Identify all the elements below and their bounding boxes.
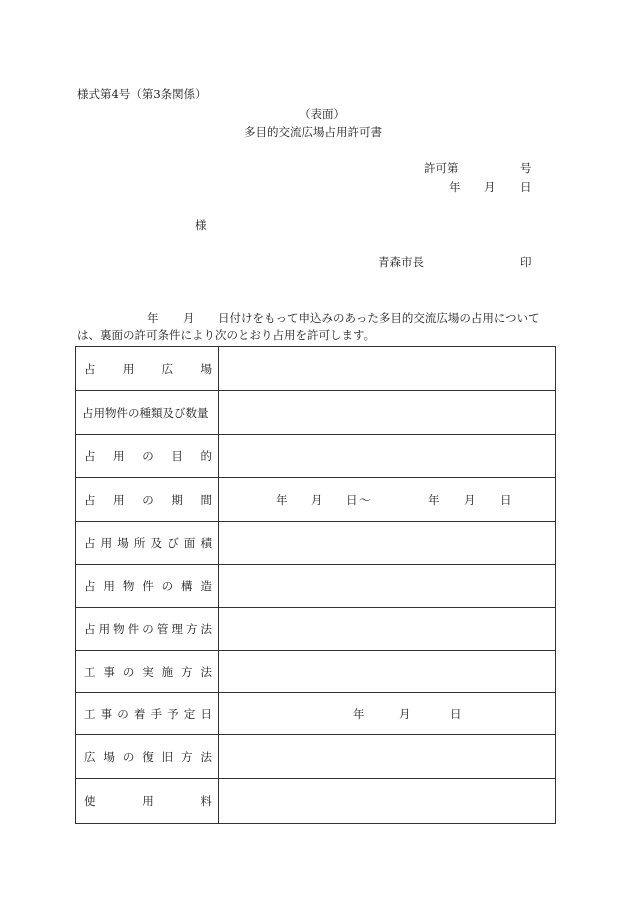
label-char: の (142, 449, 154, 463)
permit-date-day: 日 (520, 180, 532, 194)
label-char: 数 (185, 405, 197, 420)
label-char: 件 (142, 579, 154, 593)
row-value-management-method[interactable] (219, 608, 556, 651)
label-char: び (167, 536, 179, 550)
row-label-text (76, 621, 218, 637)
label-char: 定 (183, 706, 196, 721)
label-char: 用 (122, 361, 135, 376)
label-char: 管 (156, 622, 169, 636)
label-char: 事 (103, 664, 115, 679)
label-char: 物 (113, 622, 125, 636)
row-value-construction-start-date[interactable] (219, 693, 556, 735)
label-char: 予 (167, 706, 179, 721)
recipient-honorific: 様 (195, 218, 207, 232)
form-side-label: （表面） (299, 107, 345, 121)
label-char: 日 (200, 706, 212, 721)
period-start-year: 年 (276, 492, 288, 507)
label-char: 使 (84, 794, 96, 808)
row-value-period[interactable] (219, 478, 556, 522)
label-char: 量 (197, 405, 209, 420)
label-char: 用 (103, 579, 115, 593)
label-char: 占 (84, 449, 96, 463)
label-char: 類 (151, 405, 163, 420)
issuer-seal: 印 (520, 255, 532, 269)
label-char: の (122, 749, 135, 764)
label-char: 料 (200, 794, 212, 808)
period-tilde: ～ (359, 492, 371, 507)
body-line-1-tail: て (528, 311, 540, 325)
label-char: 所 (133, 536, 146, 550)
label-char: の (117, 706, 129, 721)
period-end-day: 日 (500, 492, 512, 507)
label-char: 構 (181, 579, 193, 593)
label-char: 用 (100, 536, 113, 550)
table-row (76, 608, 556, 651)
row-label-restoration-method (76, 735, 219, 779)
label-char: 方 (181, 749, 193, 764)
label-char: 理 (171, 622, 183, 636)
permit-details-table (75, 346, 556, 824)
row-value-structure[interactable] (219, 565, 556, 608)
label-char: 用 (113, 449, 125, 463)
label-char: 占 (84, 361, 96, 376)
form-number: 様式第4号（第3条関係） (77, 87, 207, 101)
label-char: 用 (93, 405, 105, 420)
body-line-1-text: 日付けをもって申込みのあった多目的交流広場の占用につい (218, 311, 529, 325)
label-char: 場 (103, 749, 115, 764)
label-char: 件 (116, 405, 128, 420)
row-label-text (76, 706, 218, 722)
label-char: 造 (200, 579, 212, 593)
table-row (76, 735, 556, 779)
label-char: 積 (200, 536, 212, 550)
label-char: 及 (162, 405, 174, 420)
row-value-construction-method[interactable] (219, 651, 556, 693)
label-char: 用 (142, 794, 154, 808)
label-char: 法 (200, 622, 212, 636)
row-label-text (76, 578, 218, 594)
row-label-text (76, 749, 218, 765)
label-char: 用 (98, 622, 111, 636)
label-char: 法 (200, 664, 212, 679)
label-char: 工 (84, 664, 96, 679)
label-char: の (128, 405, 140, 420)
label-char: の (142, 622, 154, 636)
label-char: 方 (185, 622, 198, 636)
row-value-location-area[interactable] (219, 522, 556, 565)
row-label-purpose (76, 435, 219, 478)
row-value-item-type-quantity[interactable] (219, 391, 556, 435)
table-row (76, 651, 556, 693)
label-char: の (142, 492, 154, 507)
label-char: 事 (100, 706, 113, 721)
row-label-occupied-plaza (76, 347, 219, 391)
issuer-name: 青森市長 (378, 255, 424, 269)
row-label-text (76, 361, 218, 377)
label-char: の (161, 579, 174, 593)
row-value-purpose[interactable] (219, 435, 556, 478)
row-label-item-type-quantity (76, 391, 219, 435)
period-end-month: 月 (464, 492, 476, 507)
row-value-occupied-plaza[interactable] (219, 347, 556, 391)
label-char: 的 (200, 449, 212, 463)
row-label-text (76, 448, 218, 464)
label-char: 場 (200, 361, 212, 376)
label-char: び (174, 405, 186, 420)
label-char: 及 (150, 536, 163, 550)
label-char: 広 (84, 749, 96, 764)
row-label-construction-start-date (76, 693, 219, 735)
label-char: の (122, 664, 135, 679)
label-char: 場 (117, 536, 129, 550)
label-char: 目 (171, 449, 183, 463)
row-value-usage-fee[interactable] (219, 779, 556, 824)
row-label-usage-fee (76, 779, 219, 824)
period-start-day: 日 (346, 492, 358, 507)
label-char: 旧 (161, 749, 174, 764)
row-label-location-area (76, 522, 219, 565)
table-row (76, 693, 556, 735)
row-label-structure (76, 565, 219, 608)
table-row (76, 478, 556, 522)
row-label-text (76, 492, 218, 508)
label-char: 物 (105, 405, 117, 420)
body-month: 月 (183, 311, 195, 325)
label-char: 面 (183, 536, 196, 550)
label-char: 占 (84, 492, 96, 507)
label-char: 施 (161, 664, 174, 679)
start-date-day: 日 (450, 706, 462, 721)
label-char: 件 (127, 622, 140, 636)
permit-date-month: 月 (484, 180, 496, 194)
table-row (76, 522, 556, 565)
label-char: 着 (133, 706, 146, 721)
label-char: 工 (84, 706, 96, 721)
label-char: 法 (200, 749, 212, 764)
row-label-text (76, 405, 218, 421)
row-label-period (76, 478, 219, 522)
label-char: 手 (150, 706, 163, 721)
table-row (76, 565, 556, 608)
label-char: 種 (139, 405, 151, 420)
label-char: 用 (113, 492, 125, 507)
label-char: 実 (142, 664, 154, 679)
body-line-2: は、裏面の許可条件により次のとおり占用を許可します。 (77, 328, 376, 342)
label-char: 物 (122, 579, 135, 593)
document-title: 多目的交流広場占用許可書 (244, 125, 382, 139)
permit-number-label: 許可第 (424, 161, 459, 175)
table-row (76, 347, 556, 391)
permit-number-suffix: 号 (520, 161, 532, 175)
table-row (76, 435, 556, 478)
body-year: 年 (147, 311, 159, 325)
row-label-text (76, 793, 218, 809)
label-char: 占 (84, 579, 96, 593)
period-end-year: 年 (428, 492, 440, 507)
label-char: 占 (84, 536, 96, 550)
body-line-1 (218, 311, 540, 325)
row-label-text (76, 664, 218, 680)
row-label-construction-method (76, 651, 219, 693)
label-char: 広 (161, 361, 174, 376)
label-char: 占 (84, 622, 96, 636)
period-start-month: 月 (311, 492, 323, 507)
row-label-management-method (76, 608, 219, 651)
table-row (76, 779, 556, 824)
label-char: 復 (142, 749, 154, 764)
label-char: 占 (82, 405, 94, 420)
label-char: 間 (200, 492, 212, 507)
row-label-text (76, 535, 218, 551)
permit-date-year: 年 (449, 180, 461, 194)
table-row (76, 391, 556, 435)
row-value-restoration-method[interactable] (219, 735, 556, 779)
start-date-month: 月 (399, 706, 411, 721)
label-char: 期 (171, 492, 183, 507)
start-date-year: 年 (353, 706, 365, 721)
label-char: 方 (181, 664, 193, 679)
